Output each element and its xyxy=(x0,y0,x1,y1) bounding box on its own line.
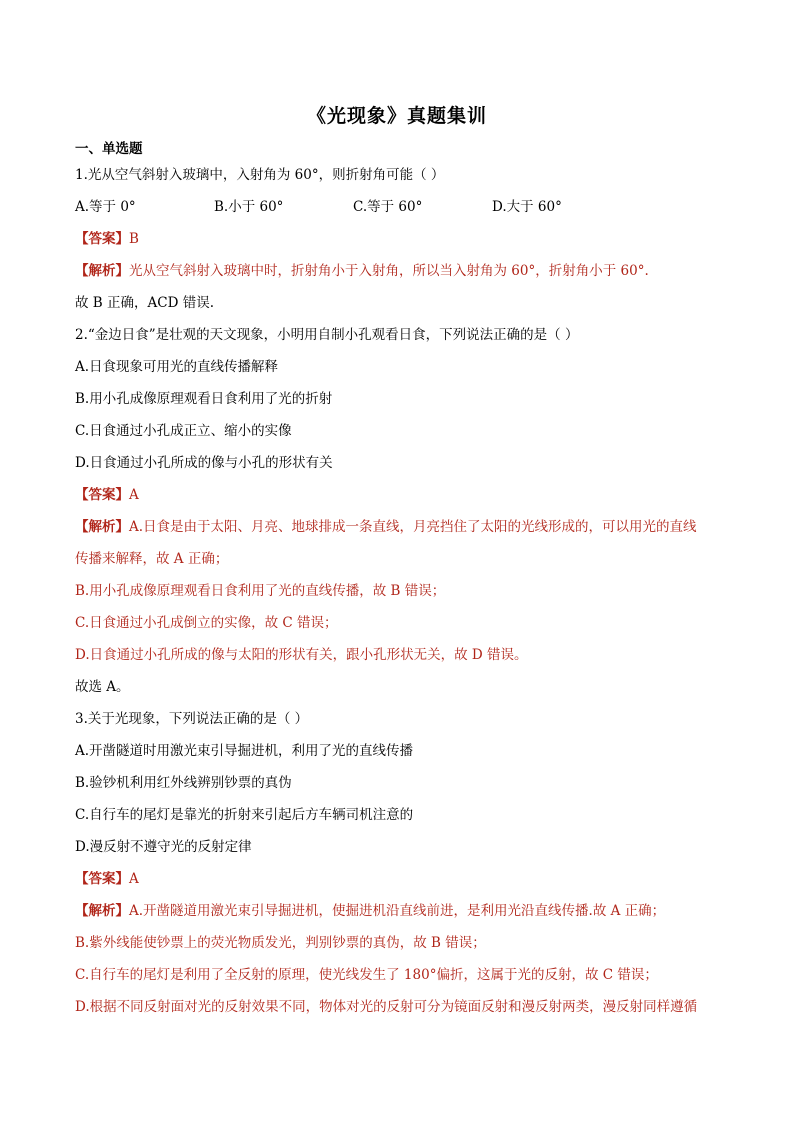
analysis-label: 【解析】 xyxy=(75,263,129,279)
question-2-analysis-line-3: B.用小孔成像原理观看日食利用了光的直线传播，故 B 错误； xyxy=(75,583,446,599)
q2-option-d: D.日食通过小孔所成的像与小孔的形状有关 xyxy=(75,455,333,471)
section-heading: 一、单选题 xyxy=(75,141,143,157)
answer-label: 【答案】 xyxy=(75,871,129,887)
answer-value: B xyxy=(129,231,139,247)
analysis-label: 【解析】 xyxy=(75,903,129,919)
answer-value: A xyxy=(129,871,139,887)
analysis-text: 光从空气斜射入玻璃中时，折射角小于入射角，所以当入射角为 60°，折射角小于 60°. xyxy=(129,263,649,279)
answer-label: 【答案】 xyxy=(75,231,129,247)
q3-option-c: C.自行车的尾灯是靠光的折射来引起后方车辆司机注意的 xyxy=(75,807,414,823)
question-2-analysis-line-6: 故选 A。 xyxy=(75,679,130,695)
question-3-analysis-line-1 xyxy=(75,902,665,920)
question-1-answer xyxy=(75,230,139,248)
question-2-analysis-line-1 xyxy=(75,518,697,536)
q1-option-b: B.小于 60° xyxy=(214,199,284,215)
analysis-text: A.开凿隧道用激光束引导掘进机，使掘进机沿直线前进，是利用光沿直线传播.故 A 正确； xyxy=(129,903,666,919)
question-1-analysis-line-2: 故 B 正确，ACD 错误. xyxy=(75,295,214,311)
question-1-stem: 1.光从空气斜射入玻璃中，入射角为 60°，则折射角可能（ ） xyxy=(75,167,445,183)
q1-option-d: D.大于 60° xyxy=(492,199,562,215)
question-3-answer xyxy=(75,870,139,888)
answer-label: 【答案】 xyxy=(75,487,129,503)
question-2-analysis-line-2: 传播来解释，故 A 正确； xyxy=(75,551,229,567)
q3-option-a: A.开凿隧道时用激光束引导掘进机，利用了光的直线传播 xyxy=(75,743,414,759)
q1-option-c: C.等于 60° xyxy=(353,199,423,215)
analysis-text: A.日食是由于太阳、月亮、地球排成一条直线，月亮挡住了太阳的光线形成的，可以用光的直线 xyxy=(129,519,697,535)
question-3-analysis-line-4: D.根据不同反射面对光的反射效果不同，物体对光的反射可分为镜面反射和漫反射两类，漫反射同样遵循 xyxy=(75,999,698,1015)
question-3-analysis-line-3: C.自行车的尾灯是利用了全反射的原理，使光线发生了 180°偏折，这属于光的反射，故 C 错误； xyxy=(75,967,658,983)
question-3-stem: 3.关于光现象，下列说法正确的是（ ） xyxy=(75,711,309,727)
q2-option-b: B.用小孔成像原理观看日食利用了光的折射 xyxy=(75,391,333,407)
q3-option-d: D.漫反射不遵守光的反射定律 xyxy=(75,839,252,855)
question-3-analysis-line-2: B.紫外线能使钞票上的荧光物质发光，判别钞票的真伪，故 B 错误； xyxy=(75,935,486,951)
answer-value: A xyxy=(129,487,139,503)
q2-option-c: C.日食通过小孔成正立、缩小的实像 xyxy=(75,423,292,439)
q1-option-a: A.等于 0° xyxy=(75,199,136,215)
q3-option-b: B.验钞机利用红外线辨别钞票的真伪 xyxy=(75,775,292,791)
q2-option-a: A.日食现象可用光的直线传播解释 xyxy=(75,359,279,375)
page-title: 《光现象》真题集训 xyxy=(306,105,487,127)
question-2-analysis-line-5: D.日食通过小孔所成的像与太阳的形状有关，跟小孔形状无关，故 D 错误。 xyxy=(75,647,528,663)
question-2-stem: 2.“金边日食”是壮观的天文现象，小明用自制小孔观看日食，下列说法正确的是（ ） xyxy=(75,327,579,343)
analysis-label: 【解析】 xyxy=(75,519,129,535)
question-1-analysis-line-1 xyxy=(75,262,649,280)
question-2-analysis-line-4: C.日食通过小孔成倒立的实像，故 C 错误； xyxy=(75,615,338,631)
question-2-answer xyxy=(75,486,139,504)
